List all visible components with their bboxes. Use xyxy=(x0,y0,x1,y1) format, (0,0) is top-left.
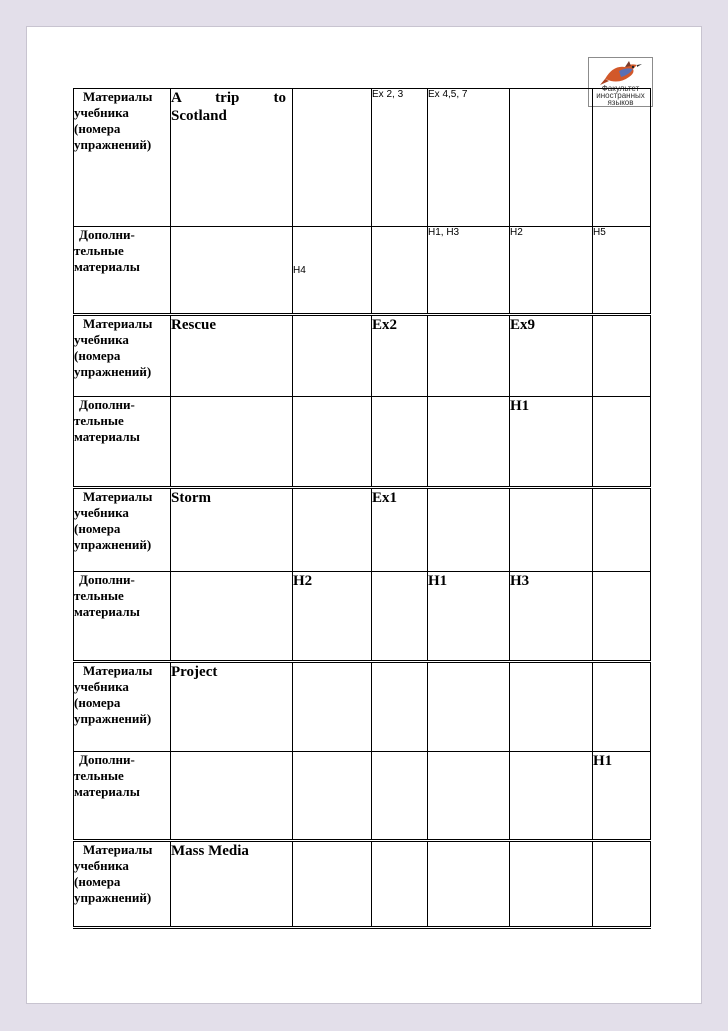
table-cell: H2 xyxy=(510,227,593,315)
topic-cell xyxy=(171,572,293,662)
topic-cell: Mass Media xyxy=(171,841,293,928)
table-cell xyxy=(372,841,428,928)
table-cell xyxy=(593,572,651,662)
table-cell xyxy=(510,752,593,841)
row-label xyxy=(74,397,171,488)
table-cell xyxy=(428,488,510,572)
table-cell xyxy=(428,752,510,841)
topic-cell: Storm xyxy=(171,488,293,572)
label-line: тельные xyxy=(74,243,124,258)
label-line: Материалы xyxy=(83,316,153,331)
label-line: тельные xyxy=(74,588,124,603)
table-row xyxy=(74,662,651,752)
table-cell xyxy=(372,662,428,752)
label-line: Материалы xyxy=(83,89,153,104)
row-label xyxy=(74,488,171,572)
label-line: учебника xyxy=(74,332,129,347)
table-cell xyxy=(510,841,593,928)
table-cell: H2 xyxy=(293,572,372,662)
row-label xyxy=(74,227,171,315)
label-line: упражнений) xyxy=(74,711,152,726)
table-row xyxy=(74,315,651,397)
table-row xyxy=(74,227,651,315)
label-line: Материалы xyxy=(83,489,153,504)
label-line: тельные xyxy=(74,768,124,783)
table-cell xyxy=(593,841,651,928)
table-cell xyxy=(593,397,651,488)
label-line: учебника xyxy=(74,679,129,694)
label-line: (номера xyxy=(74,874,121,889)
table-cell xyxy=(293,397,372,488)
table-row xyxy=(74,752,651,841)
table-cell: Ex2 xyxy=(372,315,428,397)
label-line: учебника xyxy=(74,858,129,873)
label-line: материалы xyxy=(74,604,140,619)
topic-line: Scotland xyxy=(171,108,227,124)
table-cell xyxy=(428,397,510,488)
topic-cell xyxy=(171,227,293,315)
table-row xyxy=(74,572,651,662)
label-line: Материалы xyxy=(83,663,153,678)
table-cell xyxy=(372,227,428,315)
label-line: тельные xyxy=(74,413,124,428)
table-cell xyxy=(510,488,593,572)
table-cell xyxy=(293,752,372,841)
table-row xyxy=(74,397,651,488)
label-line: (номера xyxy=(74,521,121,536)
table-cell xyxy=(593,662,651,752)
label-line: Дополни- xyxy=(79,397,135,412)
label-line: (номера xyxy=(74,348,121,363)
table-cell: H1 xyxy=(593,752,651,841)
table-cell xyxy=(510,89,593,227)
row-label xyxy=(74,752,171,841)
bird-logo-icon xyxy=(599,59,643,87)
label-line: упражнений) xyxy=(74,137,152,152)
label-line: (номера xyxy=(74,121,121,136)
table-cell xyxy=(593,488,651,572)
table-cell: Ex 4,5, 7 xyxy=(428,89,510,227)
logo-line: иностранных xyxy=(596,91,645,100)
logo-line: Факультет xyxy=(601,84,640,93)
label-line: упражнений) xyxy=(74,364,152,379)
table-cell: Ex1 xyxy=(372,488,428,572)
label-line: учебника xyxy=(74,505,129,520)
row-label xyxy=(74,841,171,928)
label-line: Материалы xyxy=(83,842,153,857)
row-label xyxy=(74,315,171,397)
topic-cell: Rescue xyxy=(171,315,293,397)
table-row xyxy=(74,488,651,572)
table-cell xyxy=(293,841,372,928)
lesson-materials-table xyxy=(73,88,651,929)
logo-line: языков xyxy=(607,98,634,107)
table-cell xyxy=(372,572,428,662)
table-cell xyxy=(510,662,593,752)
topic-line: A trip to xyxy=(171,90,286,106)
label-line: упражнений) xyxy=(74,537,152,552)
label-line: материалы xyxy=(74,429,140,444)
table-cell xyxy=(293,89,372,227)
topic-cell xyxy=(171,89,293,227)
row-label xyxy=(74,572,171,662)
table-row xyxy=(74,89,651,227)
topic-cell xyxy=(171,397,293,488)
table-cell xyxy=(428,315,510,397)
label-line: Дополни- xyxy=(79,752,135,767)
table-cell: H5 xyxy=(593,227,651,315)
label-line: Дополни- xyxy=(79,227,135,242)
table-row xyxy=(74,841,651,928)
table-cell xyxy=(293,315,372,397)
table-cell: H4 xyxy=(293,227,372,315)
table-cell xyxy=(372,752,428,841)
table-cell xyxy=(428,662,510,752)
table-cell: Ex9 xyxy=(510,315,593,397)
table-cell: H1 xyxy=(428,572,510,662)
table-cell: H1 xyxy=(510,397,593,488)
table-cell xyxy=(593,315,651,397)
table-cell xyxy=(293,662,372,752)
row-label xyxy=(74,662,171,752)
table-cell: H3 xyxy=(510,572,593,662)
table-cell xyxy=(293,488,372,572)
table-cell xyxy=(372,397,428,488)
table-cell xyxy=(593,89,651,227)
label-line: (номера xyxy=(74,695,121,710)
label-line: Дополни- xyxy=(79,572,135,587)
table-cell xyxy=(428,841,510,928)
topic-cell: Project xyxy=(171,662,293,752)
row-label xyxy=(74,89,171,227)
label-line: учебника xyxy=(74,105,129,120)
label-line: упражнений) xyxy=(74,890,152,905)
label-line: материалы xyxy=(74,784,140,799)
table-cell: Ex 2, 3 xyxy=(372,89,428,227)
table-cell: H1, H3 xyxy=(428,227,510,315)
label-line: материалы xyxy=(74,259,140,274)
topic-cell xyxy=(171,752,293,841)
